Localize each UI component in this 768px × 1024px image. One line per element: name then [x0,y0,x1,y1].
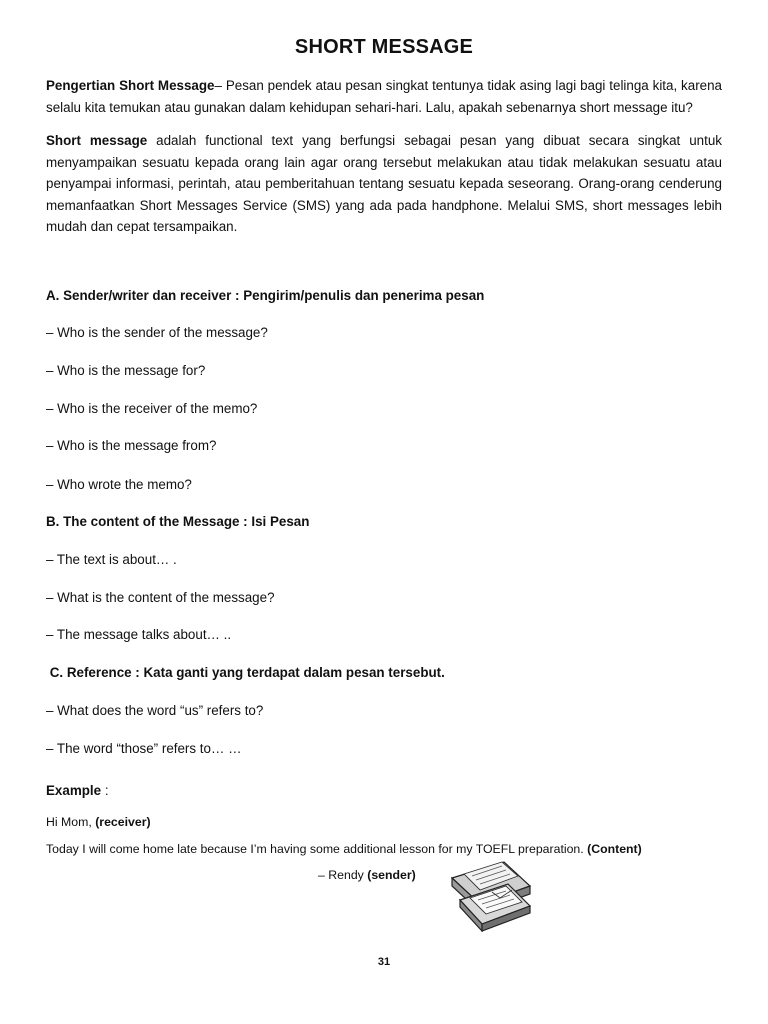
section-heading: C. Reference : Kata ganti yang terdapat dalam pesan tersebut. [46,665,445,680]
page-number: 31 [377,956,391,968]
example-signature: – Rendy [318,868,368,882]
question-item: – Who is the message for? [46,363,206,378]
section-heading: B. The content of the Message : Isi Pesan [46,514,310,529]
document-page [46,36,722,252]
section-heading: A. Sender/writer dan receiver : Pengirim/penulis dan penerima pesan [46,288,485,303]
example-body: Today I will come home late because I’m having some additional lesson for my TOEFL preparation. [46,842,588,856]
example-label: Example [46,783,102,798]
example-signature-line [318,867,416,883]
definition-term: Short message [46,133,148,148]
example-greeting: Hi Mom, [46,815,96,829]
question-item: – Who is the receiver of the memo? [46,401,258,416]
receiver-tag: (receiver) [95,815,151,829]
example-label-line [46,782,109,800]
content-tag: (Content) [587,842,642,856]
envelopes-icon [442,856,534,932]
question-item: – The message talks about… .. [46,627,232,642]
intro-paragraph [46,75,722,118]
question-item: – What is the content of the message? [46,590,275,605]
intro-term: Pengertian Short Message [46,78,215,93]
definition-paragraph [46,130,722,238]
sender-tag: (sender) [367,868,416,882]
question-item: – Who wrote the memo? [46,477,192,492]
example-colon: : [101,783,109,798]
definition-text: adalah functional text yang berfungsi sebagai pesan yang dibuat secara singkat untuk menyampaikan sesuatu kepada orang lain agar orang tersebut melakukan atau tidak melakukan sesuatu atau penyampai informasi, perintah, atau pemberitahuan tentang sesuatu kepada seseorang. Orang-orang cenderung memanfaatkan Short Messages Service (SMS) yang ada pada handphone. Melalui SMS, short messages lebih mudah dan cepat tersampaikan. [46,133,722,234]
letters-illustration [442,856,534,937]
question-item: – Who is the message from? [46,438,217,453]
question-item: – Who is the sender of the message? [46,325,268,340]
page-title: SHORT MESSAGE [294,36,474,58]
question-item: – What does the word “us” refers to? [46,703,264,718]
intro-text: – Pesan pendek atau pesan singkat tentunya tidak asing lagi bagi telinga kita, karena selalu kita temukan atau gunakan dalam kehidupan sehari-hari. Lalu, apakah sebenarnya short message itu? [46,78,722,115]
example-greeting-line [46,814,151,830]
example-body-line [46,841,642,857]
question-item: – The text is about… . [46,552,177,567]
question-item: – The word “those” refers to… … [46,741,242,756]
